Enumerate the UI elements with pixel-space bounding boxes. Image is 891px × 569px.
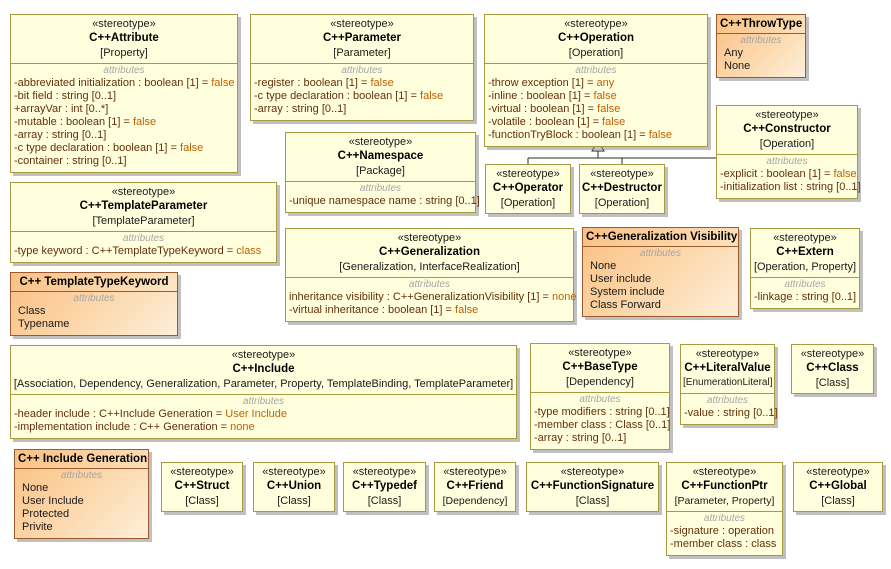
attributes-compartment bbox=[681, 393, 778, 424]
attribute-line: -volatile : boolean [1] = false bbox=[488, 116, 626, 128]
attributes-compartment-label: attributes bbox=[706, 395, 749, 406]
class-header bbox=[286, 229, 573, 277]
stereotype-label: «stereotype» bbox=[352, 466, 417, 478]
class-header bbox=[286, 133, 475, 181]
attributes-compartment-label: attributes bbox=[242, 396, 285, 407]
class-name: C++Typedef bbox=[352, 480, 417, 492]
stereotype-label: «stereotype» bbox=[496, 168, 560, 180]
enum-name: C++ Include Generation bbox=[15, 450, 148, 469]
attributes-compartment bbox=[286, 277, 577, 321]
stereotype-label: «stereotype» bbox=[800, 348, 865, 360]
stereotype-label: «stereotype» bbox=[92, 18, 156, 30]
stereotype-label: «stereotype» bbox=[560, 466, 625, 478]
attribute-line: -functionTryBlock : boolean [1] = false bbox=[488, 129, 672, 141]
class-box-cpp-attribute[interactable] bbox=[10, 14, 238, 173]
attributes-compartment bbox=[531, 392, 669, 449]
class-box-cpp-generalization[interactable] bbox=[285, 228, 577, 322]
attributes-compartment-label: attributes bbox=[60, 470, 103, 481]
class-name: C++BaseType bbox=[562, 361, 638, 373]
attributes-compartment-label: attributes bbox=[408, 279, 451, 290]
class-box-cpp-literal-value[interactable] bbox=[680, 344, 778, 425]
class-box-cpp-operation[interactable] bbox=[484, 14, 708, 147]
attributes-compartment bbox=[286, 181, 480, 212]
attribute-line: -type keyword : C++TemplateTypeKeyword = class bbox=[14, 245, 262, 257]
attribute-line: -value : string [0..1] bbox=[684, 407, 778, 419]
enum-name: C++ThrowType bbox=[717, 15, 805, 34]
class-name: C++Global bbox=[809, 480, 867, 492]
attributes-compartment bbox=[717, 154, 861, 198]
class-name: C++Generalization bbox=[379, 246, 480, 258]
class-header bbox=[717, 106, 857, 154]
attribute-line: -type modifiers : string [0..1] bbox=[534, 406, 670, 418]
stereotype-label: «stereotype» bbox=[568, 347, 632, 359]
class-header bbox=[751, 229, 859, 277]
enum-literal: User include bbox=[590, 273, 652, 285]
class-name: C++Class bbox=[806, 362, 859, 374]
enum-literal: Privite bbox=[22, 521, 53, 533]
metaclass-label: [TemplateParameter] bbox=[92, 215, 195, 227]
attribute-line: -header include : C++Include Generation = User Include bbox=[14, 408, 288, 420]
class-name: C++LiteralValue bbox=[684, 362, 771, 374]
attribute-line: -virtual inheritance : boolean [1] = false bbox=[289, 304, 479, 316]
metaclass-label: [Class] bbox=[367, 495, 402, 507]
attributes-compartment-label: attributes bbox=[703, 513, 746, 524]
attribute-line: -member class : class bbox=[670, 538, 777, 550]
metaclass-label: [EnumerationLiteral] bbox=[683, 377, 773, 388]
attribute-line: -container : string [0..1] bbox=[14, 155, 127, 167]
enum-literal: Any bbox=[724, 47, 743, 59]
attribute-line: -array : string [0..1] bbox=[254, 103, 347, 115]
attributes-compartment bbox=[717, 34, 805, 77]
stereotype-label: «stereotype» bbox=[330, 18, 394, 30]
attributes-compartment bbox=[11, 231, 276, 262]
stereotype-label: «stereotype» bbox=[692, 466, 757, 478]
class-header bbox=[251, 15, 473, 63]
enum-literal: System include bbox=[590, 286, 665, 298]
attribute-line: +arrayVar : int [0..*] bbox=[14, 103, 109, 115]
attributes-compartment bbox=[751, 277, 859, 308]
class-header bbox=[486, 165, 570, 213]
attribute-line: -c type declaration : boolean [1] = false bbox=[254, 90, 444, 102]
class-box-cpp-base-type[interactable] bbox=[530, 343, 670, 450]
metaclass-label: [Class] bbox=[821, 495, 855, 507]
stereotype-label: «stereotype» bbox=[348, 136, 413, 148]
class-name: C++Attribute bbox=[89, 32, 159, 44]
attribute-line: -unique namespace name : string [0..1] bbox=[289, 195, 480, 207]
class-header bbox=[11, 183, 276, 231]
attributes-compartment-label: attributes bbox=[740, 35, 782, 46]
class-box-cpp-namespace[interactable] bbox=[285, 132, 480, 213]
attribute-line: -array : string [0..1] bbox=[14, 129, 107, 141]
attribute-line: -virtual : boolean [1] = false bbox=[488, 103, 621, 115]
attributes-compartment bbox=[11, 394, 516, 438]
class-box-cpp-destructor[interactable] bbox=[579, 164, 665, 214]
class-name: C++Include bbox=[232, 363, 295, 375]
class-name: C++Constructor bbox=[743, 123, 831, 135]
metaclass-label: [Property] bbox=[100, 47, 148, 59]
class-header bbox=[794, 463, 882, 511]
class-box-cpp-template-parameter[interactable] bbox=[10, 182, 277, 263]
attribute-line: -throw exception [1] = any bbox=[488, 77, 615, 89]
class-header bbox=[580, 165, 664, 213]
class-box-cpp-parameter[interactable] bbox=[250, 14, 474, 121]
class-header bbox=[681, 345, 774, 393]
metaclass-label: [Class] bbox=[575, 495, 610, 507]
enum-literal: None bbox=[724, 60, 751, 72]
class-box-cpp-constructor[interactable] bbox=[716, 105, 861, 199]
enum-literal: Class Forward bbox=[590, 299, 661, 311]
class-header bbox=[11, 346, 516, 394]
attribute-line: -mutable : boolean [1] = false bbox=[14, 116, 157, 128]
attributes-compartment-label: attributes bbox=[766, 156, 808, 167]
enum-box-cpp-include-generation[interactable] bbox=[14, 449, 149, 539]
attribute-line: -linkage : string [0..1] bbox=[754, 291, 857, 303]
class-header bbox=[254, 463, 334, 511]
class-header bbox=[11, 15, 237, 63]
class-name: C++Friend bbox=[446, 480, 504, 492]
attributes-compartment bbox=[11, 292, 177, 335]
attributes-compartment-label: attributes bbox=[784, 279, 826, 290]
stereotype-label: «stereotype» bbox=[806, 466, 870, 478]
stereotype-label: «stereotype» bbox=[695, 348, 760, 360]
class-name: C++FunctionPtr bbox=[681, 480, 768, 492]
enum-literal: Typename bbox=[18, 318, 70, 330]
class-name: C++Operator bbox=[492, 182, 564, 194]
stereotype-label: «stereotype» bbox=[111, 186, 176, 198]
attributes-compartment-label: attributes bbox=[122, 233, 165, 244]
attributes-compartment-label: attributes bbox=[341, 65, 383, 76]
class-header bbox=[527, 463, 658, 511]
class-box-cpp-function-ptr[interactable] bbox=[666, 462, 783, 556]
attribute-line: -register : boolean [1] = false bbox=[254, 77, 394, 89]
attributes-compartment bbox=[251, 63, 473, 120]
attribute-line: -array : string [0..1] bbox=[534, 432, 627, 444]
metaclass-label: [Parameter, Property] bbox=[674, 495, 775, 507]
attribute-line: -abbreviated initialization : boolean [1] = false bbox=[14, 77, 235, 89]
enum-literal: Class bbox=[18, 305, 46, 317]
enum-literal: None bbox=[590, 260, 617, 272]
attribute-line: -signature : operation bbox=[670, 525, 774, 537]
metaclass-label: [Class] bbox=[185, 495, 219, 507]
stereotype-label: «stereotype» bbox=[773, 232, 837, 244]
attributes-compartment-label: attributes bbox=[575, 65, 617, 76]
attributes-compartment-label: attributes bbox=[359, 183, 402, 194]
attributes-compartment-label: attributes bbox=[639, 248, 682, 259]
metaclass-label: [Generalization, InterfaceRealization] bbox=[339, 261, 520, 273]
attributes-compartment-label: attributes bbox=[579, 394, 621, 405]
attributes-compartment bbox=[11, 63, 237, 172]
metaclass-label: [Operation] bbox=[568, 47, 624, 59]
attributes-compartment bbox=[667, 511, 782, 555]
attribute-line: -explicit : boolean [1] = false bbox=[720, 168, 857, 180]
class-header bbox=[667, 463, 782, 511]
enum-box-cpp-generalization-visibility[interactable] bbox=[582, 227, 739, 317]
class-box-cpp-function-signature[interactable] bbox=[526, 462, 659, 512]
class-header bbox=[792, 345, 873, 393]
metaclass-label: [Dependency] bbox=[566, 376, 634, 388]
stereotype-label: «stereotype» bbox=[755, 109, 819, 121]
attributes-compartment-label: attributes bbox=[73, 293, 115, 304]
metaclass-label: [Operation] bbox=[594, 197, 650, 209]
enum-name: C++Generalization Visibility bbox=[583, 228, 738, 247]
class-box-cpp-typedef[interactable] bbox=[343, 462, 426, 512]
class-name: C++Namespace bbox=[337, 150, 424, 162]
attributes-compartment bbox=[485, 63, 707, 146]
class-box-cpp-friend[interactable] bbox=[434, 462, 516, 512]
stereotype-label: «stereotype» bbox=[262, 466, 326, 478]
class-box-cpp-struct[interactable] bbox=[161, 462, 243, 512]
stereotype-label: «stereotype» bbox=[397, 232, 462, 244]
class-box-cpp-class[interactable] bbox=[791, 344, 874, 394]
class-box-cpp-operator[interactable] bbox=[485, 164, 571, 214]
attribute-line: -bit field : string [0..1] bbox=[14, 90, 117, 102]
attribute-line: -member class : Class [0..1] bbox=[534, 419, 671, 431]
class-name: C++Struct bbox=[174, 480, 230, 492]
attribute-line: -initialization list : string [0..1] bbox=[720, 181, 861, 193]
attribute-line: inheritance visibility : C++GeneralizationVisibility [1] = none bbox=[289, 291, 577, 303]
stereotype-label: «stereotype» bbox=[443, 466, 507, 478]
attributes-compartment-label: attributes bbox=[103, 65, 145, 76]
stereotype-label: «stereotype» bbox=[170, 466, 234, 478]
attribute-line: -implementation include : C++ Generation = none bbox=[14, 421, 255, 433]
enum-name: C++ TemplateTypeKeyword bbox=[11, 273, 177, 292]
metaclass-label: [Class] bbox=[277, 495, 311, 507]
class-header bbox=[435, 463, 515, 511]
metaclass-label: [Dependency] bbox=[442, 495, 508, 507]
class-name: C++Parameter bbox=[323, 32, 401, 44]
metaclass-label: [Class] bbox=[815, 377, 850, 389]
metaclass-label: [Package] bbox=[356, 165, 405, 177]
class-box-cpp-extern[interactable] bbox=[750, 228, 860, 309]
class-name: C++FunctionSignature bbox=[530, 480, 655, 492]
class-header bbox=[162, 463, 242, 511]
attribute-line: -c type declaration : boolean [1] = false bbox=[14, 142, 204, 154]
metaclass-label: [Operation] bbox=[759, 138, 815, 150]
enum-literal: None bbox=[22, 482, 49, 494]
stereotype-label: «stereotype» bbox=[590, 168, 654, 180]
class-box-cpp-global[interactable] bbox=[793, 462, 883, 512]
enum-box-cpp-template-type-keyword[interactable] bbox=[10, 272, 178, 336]
metaclass-label: [Operation, Property] bbox=[753, 261, 857, 273]
metaclass-label: [Parameter] bbox=[333, 47, 391, 59]
enum-box-cpp-throw-type[interactable] bbox=[716, 14, 806, 78]
class-header bbox=[344, 463, 425, 511]
attributes-compartment bbox=[583, 247, 738, 316]
stereotype-label: «stereotype» bbox=[231, 349, 296, 361]
enum-literal: Protected bbox=[22, 508, 70, 520]
attribute-line: -inline : boolean [1] = false bbox=[488, 90, 617, 102]
class-header bbox=[485, 15, 707, 63]
class-name: C++TemplateParameter bbox=[79, 200, 208, 212]
class-header bbox=[531, 344, 669, 392]
class-name: C++Operation bbox=[557, 32, 635, 44]
metaclass-label: [Operation] bbox=[500, 197, 556, 209]
attributes-compartment bbox=[15, 469, 148, 538]
class-box-cpp-union[interactable] bbox=[253, 462, 335, 512]
class-name: C++Destructor bbox=[582, 182, 662, 194]
class-name: C++Union bbox=[266, 480, 322, 492]
metaclass-label: [Association, Dependency, Generalization, Parameter, Property, TemplateBinding, TemplateParameter] bbox=[13, 378, 514, 390]
stereotype-label: «stereotype» bbox=[564, 18, 628, 30]
class-name: C++Extern bbox=[776, 246, 834, 258]
class-box-cpp-include[interactable] bbox=[10, 345, 517, 439]
enum-literal: User Include bbox=[22, 495, 84, 507]
